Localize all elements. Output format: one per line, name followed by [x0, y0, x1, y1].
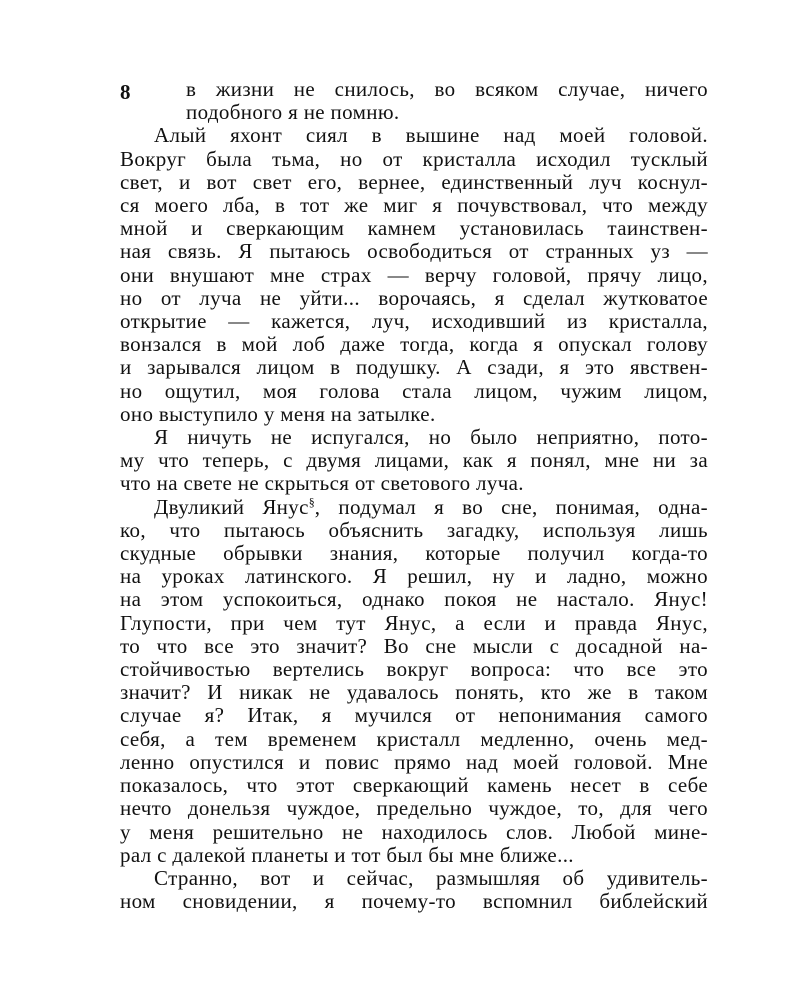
text-line: что на свете не скрыться от светового луча.	[120, 471, 524, 496]
text-fragment: Двуликий Янус	[154, 494, 309, 519]
text-line: открытие — кажется, луч, исходивший из кристалла,	[120, 309, 708, 334]
text-line: но от луча не уйти... ворочаясь, я сделал жутковатое	[120, 285, 708, 310]
text-line: скудные обрывки знания, которые получил когда-то	[120, 541, 708, 566]
text-line: ном сновидении, я почему-то вспомнил библейский	[120, 889, 708, 914]
text-fragment: , подумал я во сне, понимая, одна-	[314, 494, 708, 519]
text-line: показалось, что этот сверкающий камень несет в себе	[120, 773, 708, 798]
text-line: оно выступило у меня на затылке.	[120, 401, 436, 426]
text-line: свет, и вот свет его, вернее, единственный луч коснул-	[120, 169, 708, 194]
book-page	[120, 78, 708, 913]
paragraph	[120, 867, 708, 913]
text-line: они внушают мне страх — верчу головой, прячу лицо,	[120, 262, 708, 287]
text-line: стойчивостью вертелись вокруг вопроса: что все это	[120, 657, 708, 682]
text-line: в жизни не снилось, во всяком случае, ничего	[186, 77, 708, 101]
text-line: значит? И никак не удавалось понять, кто же в таком	[120, 680, 708, 705]
text-line: Алый яхонт сиял в вышине над моей головой.	[154, 123, 708, 148]
paragraph	[120, 426, 708, 496]
paragraph	[120, 78, 708, 124]
page-number: 8	[120, 80, 131, 104]
text-line: на уроках латинского. Я решил, ну и ладно, можно	[120, 564, 708, 589]
text-line: ная связь. Я пытаюсь освободиться от странных уз —	[120, 239, 708, 264]
text-line: ленно опустился и повис прямо над моей головой. Мне	[120, 749, 708, 774]
text-line: случае я? Итак, я мучился от непонимания самого	[120, 703, 708, 728]
paragraph	[120, 124, 708, 426]
text-line: нечто донельзя чуждое, предельно чуждое, то, для чего	[120, 796, 708, 821]
text-line: но ощутил, моя голова стала лицом, чужим лицом,	[120, 378, 708, 403]
text-line: у меня решительно не находилось слов. Любой мине-	[120, 819, 708, 844]
text-line: ся моего лба, в тот же миг я почувствовал, что между	[120, 193, 708, 218]
text-line: рал с далекой планеты и тот был бы мне ближе...	[120, 842, 574, 867]
text-line: и зарывался лицом в подушку. А сзади, я это явствен-	[120, 355, 708, 380]
text-line: мной и сверкающим камнем установилась таинствен-	[120, 216, 708, 241]
text-line: ко, что пытаюсь объяснить загадку, используя лишь	[120, 517, 708, 542]
text-line: вонзался в мой лоб даже тогда, когда я опускал голову	[120, 332, 708, 357]
text-line: подобного я не помню.	[186, 100, 400, 125]
text-line: Вокруг была тьма, но от кристалла исходил тусклый	[120, 146, 708, 171]
paragraph	[120, 496, 708, 867]
text-line: Глупости, при чем тут Янус, а если и правда Янус,	[120, 610, 708, 635]
text-line	[154, 496, 708, 519]
text-line: Странно, вот и сейчас, размышляя об удивитель-	[154, 865, 708, 890]
text-line: на этом успокоиться, однако покоя не настало. Янус!	[120, 587, 708, 612]
text-line: му что теперь, с двумя лицами, как я понял, мне ни за	[120, 448, 708, 473]
text-line: Я ничуть не испугался, но было неприятно, пото-	[154, 425, 708, 450]
footnote-marker[interactable]: §	[308, 494, 315, 509]
text-line: себя, а тем временем кристалл медленно, очень мед-	[120, 726, 708, 751]
text-line: то что все это значит? Во сне мысли с досадной на-	[120, 633, 708, 658]
